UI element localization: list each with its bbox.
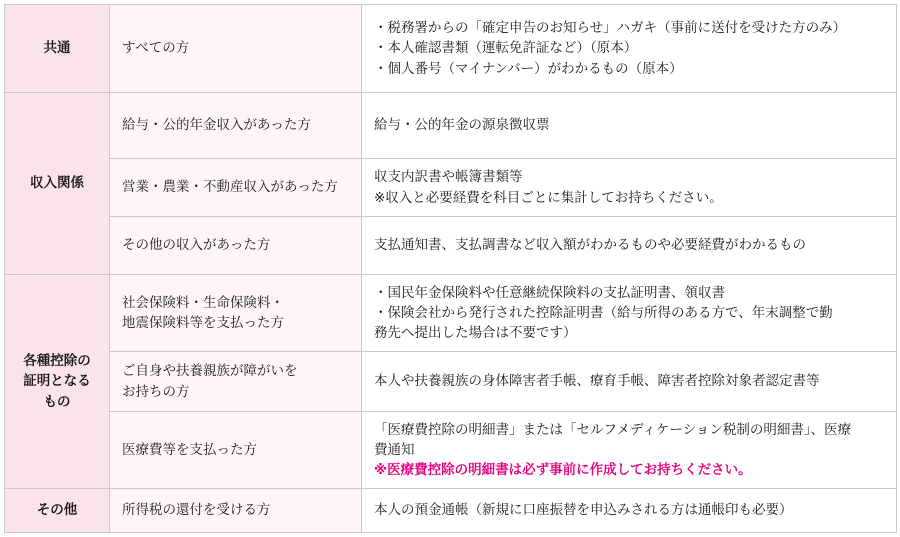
table-row: [5, 489, 897, 533]
document-item: 費通知: [374, 441, 415, 458]
documents-cell: [362, 352, 897, 412]
category-line: 各種控除の: [23, 353, 91, 370]
document-item: 本人の預金通帳（新規に口座振替を申込みされる方は通帳印も必要）: [374, 502, 793, 519]
applicant-cell: [110, 159, 362, 217]
applicant-cell: [110, 217, 362, 275]
document-item: 支払通知書、支払調書など収入額がわかるものや必要経費がわかるもの: [374, 237, 806, 254]
table-row: [5, 5, 897, 93]
document-item: 本人や扶養親族の身体障害者手帳、療育手帳、障害者控除対象者認定書等: [374, 373, 820, 390]
documents-cell: [362, 159, 897, 217]
category-line: 証明となる: [23, 373, 91, 390]
important-note: ※医療費控除の明細書は必ず事前に作成してお持ちください。: [374, 462, 752, 479]
applicant-cell: [110, 412, 362, 489]
document-item: ・本人確認書類（運転免許証など）（原本）: [374, 40, 638, 57]
applicant-label: ご自身や扶養親族が障がいを: [122, 363, 298, 380]
table-row: [5, 352, 897, 412]
applicant-label: お持ちの方: [122, 383, 190, 400]
applicant-label: その他の収入があった方: [122, 237, 271, 254]
document-item: 給与・公的年金の源泉徴収票: [374, 117, 550, 134]
documents-cell: [362, 412, 897, 489]
applicant-cell: [110, 5, 362, 93]
applicant-label: 医療費等を支払った方: [122, 441, 257, 458]
document-item: 収支内訳書や帳簿書類等: [374, 169, 523, 186]
category-common: 共通: [5, 5, 110, 93]
applicant-label: 給与・公的年金収入があった方: [122, 117, 311, 134]
applicant-cell: [110, 352, 362, 412]
documents-cell: [362, 275, 897, 352]
applicant-cell: [110, 93, 362, 159]
document-item: 「医療費控除の明細書」または「セルフメディケーション税制の明細書」、医療: [374, 421, 852, 438]
document-item: 務先へ提出した場合は不要です）: [374, 325, 577, 342]
table-row: [5, 159, 897, 217]
category-income: 収入関係: [5, 93, 110, 275]
document-item: ・国民年金保険料や任意継続保険料の支払証明書、領収書: [374, 284, 725, 301]
category-other: その他: [5, 489, 110, 533]
documents-cell: [362, 489, 897, 533]
documents-cell: [362, 5, 897, 93]
table-row: [5, 412, 897, 489]
applicant-label: 営業・農業・不動産収入があった方: [122, 179, 338, 196]
category-line: もの: [43, 393, 71, 410]
documents-cell: [362, 217, 897, 275]
table-row: [5, 93, 897, 159]
applicant-cell: [110, 489, 362, 533]
table-row: [5, 217, 897, 275]
applicant-label: すべての方: [122, 40, 190, 57]
document-item: ・保険会社から発行された控除証明書（給与所得のある方で、年末調整で勤: [374, 304, 833, 321]
table-row: [5, 275, 897, 352]
applicant-label: 所得税の還付を受ける方: [122, 502, 271, 519]
applicant-cell: [110, 275, 362, 352]
document-item: ・個人番号（マイナンバー）がわかるもの（原本）: [374, 60, 683, 77]
applicant-label: 社会保険料・生命保険料・: [122, 294, 284, 311]
document-note: ※収入と必要経費を科目ごとに集計してお持ちください。: [374, 189, 723, 206]
documents-cell: [362, 93, 897, 159]
applicant-label: 地震保険料等を支払った方: [122, 315, 284, 331]
category-deductions: [5, 275, 110, 489]
required-documents-table: [4, 4, 897, 533]
document-item: ・税務署からの「確定申告のお知らせ」ハガキ（事前に送付を受けた方のみ）: [374, 20, 847, 37]
